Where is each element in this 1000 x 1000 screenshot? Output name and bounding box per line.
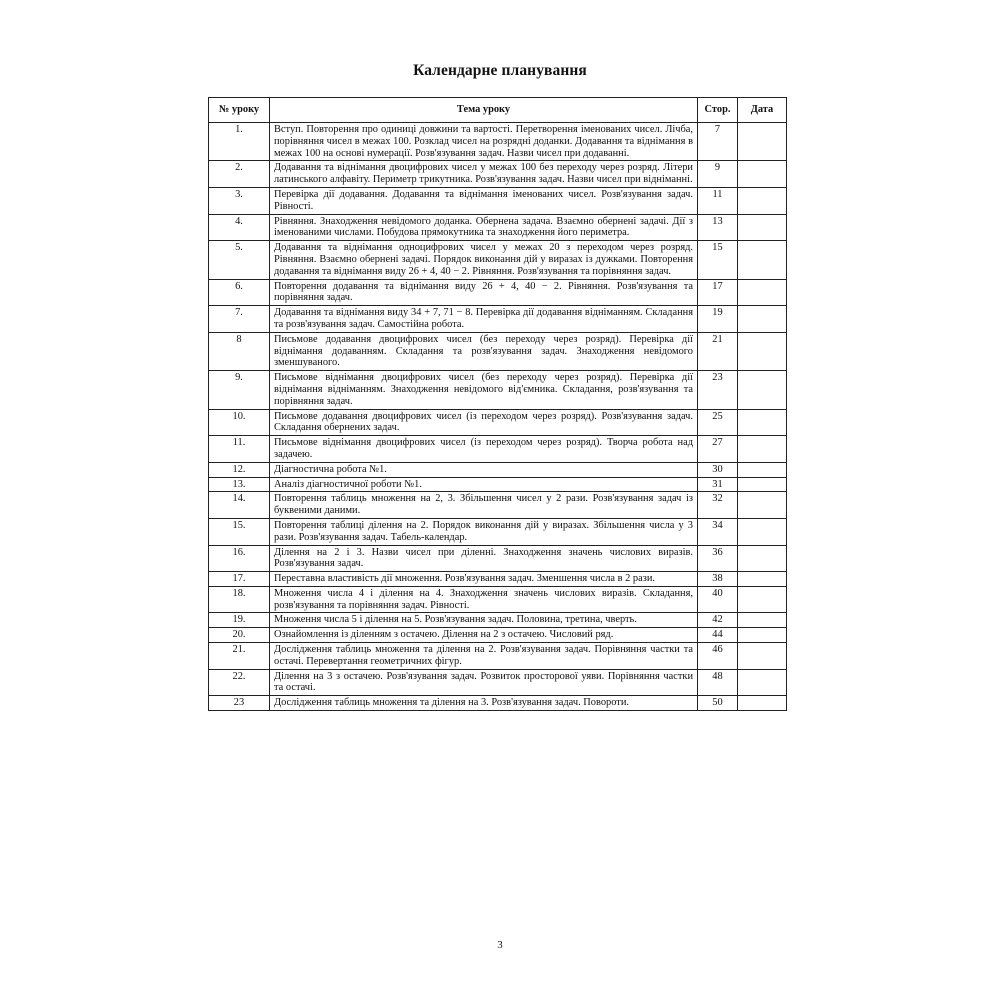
lesson-number-cell: 7. — [209, 306, 270, 333]
lesson-topic-cell: Додавання та віднімання виду 34 + 7, 71 − 8. Перевірка дії додавання відніманням. Складання та розв'язування задач. Самостійна робота. — [270, 306, 698, 333]
date-cell[interactable] — [738, 279, 787, 306]
lesson-number-cell: 21. — [209, 643, 270, 670]
date-cell[interactable] — [738, 187, 787, 214]
header-date: Дата — [738, 98, 787, 123]
lesson-number-cell: 1. — [209, 123, 270, 161]
page-cell: 44 — [698, 628, 738, 643]
table-body — [209, 123, 787, 711]
table-row — [209, 187, 787, 214]
lesson-topic-cell: Дослідження таблиць множення та ділення на 3. Розв'язування задач. Повороти. — [270, 696, 698, 711]
table-row — [209, 436, 787, 463]
date-cell[interactable] — [738, 462, 787, 477]
page-cell: 50 — [698, 696, 738, 711]
date-cell[interactable] — [738, 545, 787, 572]
date-cell[interactable] — [738, 123, 787, 161]
date-cell[interactable] — [738, 241, 787, 279]
date-cell[interactable] — [738, 613, 787, 628]
lesson-plan-table — [208, 97, 787, 711]
table-row — [209, 123, 787, 161]
date-cell[interactable] — [738, 518, 787, 545]
page-cell: 9 — [698, 161, 738, 188]
table-row — [209, 572, 787, 587]
lesson-topic-cell: Аналіз діагностичної роботи №1. — [270, 477, 698, 492]
lesson-topic-cell: Ділення на 2 і 3. Назви чисел при діленні. Знаходження значень числових виразів. Розв'язування задач. — [270, 545, 698, 572]
date-cell[interactable] — [738, 371, 787, 409]
page-cell: 38 — [698, 572, 738, 587]
date-cell[interactable] — [738, 477, 787, 492]
lesson-topic-cell: Повторення додавання та віднімання виду 26 + 4, 40 − 2. Рівняння. Розв'язування та порівняння задач. — [270, 279, 698, 306]
table-row — [209, 492, 787, 519]
lesson-topic-cell: Переставна властивість дії множення. Розв'язування задач. Зменшення числа в 2 рази. — [270, 572, 698, 587]
date-cell[interactable] — [738, 643, 787, 670]
date-cell[interactable] — [738, 332, 787, 370]
page-cell: 21 — [698, 332, 738, 370]
page-cell: 27 — [698, 436, 738, 463]
page-cell: 17 — [698, 279, 738, 306]
lesson-number-cell: 8 — [209, 332, 270, 370]
lesson-number-cell: 15. — [209, 518, 270, 545]
lesson-topic-cell: Ознайомлення із діленням з остачею. Ділення на 2 з остачею. Числовий ряд. — [270, 628, 698, 643]
page-cell: 40 — [698, 586, 738, 613]
date-cell[interactable] — [738, 214, 787, 241]
lesson-topic-cell: Перевірка дії додавання. Додавання та віднімання іменованих чисел. Розв'язування задач. Рівності. — [270, 187, 698, 214]
page-cell: 34 — [698, 518, 738, 545]
page-cell: 36 — [698, 545, 738, 572]
lesson-topic-cell: Множення числа 5 і ділення на 5. Розв'язування задач. Половина, третина, чверть. — [270, 613, 698, 628]
table-row — [209, 613, 787, 628]
lesson-number-cell: 5. — [209, 241, 270, 279]
lesson-number-cell: 17. — [209, 572, 270, 587]
lesson-number-cell: 10. — [209, 409, 270, 436]
lesson-topic-cell: Додавання та віднімання одноцифрових чисел у межах 20 з переходом через розряд. Рівняння. Взаємно обернені задачі. Порядок виконання дій у виразах із дужками. Повторення додавання та віднімання виду 26 + 4, 40 − 2. Рівняння. Розв'язування та порівняння задач. — [270, 241, 698, 279]
table-row — [209, 306, 787, 333]
date-cell[interactable] — [738, 492, 787, 519]
lesson-number-cell: 19. — [209, 613, 270, 628]
page-cell: 7 — [698, 123, 738, 161]
page-cell: 48 — [698, 669, 738, 696]
table-row — [209, 696, 787, 711]
table-row — [209, 586, 787, 613]
page-cell: 31 — [698, 477, 738, 492]
table-row — [209, 371, 787, 409]
lesson-number-cell: 16. — [209, 545, 270, 572]
lesson-topic-cell: Повторення таблиці ділення на 2. Порядок виконання дій у виразах. Збільшення числа у 3 рази. Розв'язування задач. Табель-календар. — [270, 518, 698, 545]
lesson-number-cell: 23 — [209, 696, 270, 711]
lesson-number-cell: 11. — [209, 436, 270, 463]
table-row — [209, 669, 787, 696]
page-title: Календарне планування — [413, 62, 587, 79]
lesson-topic-cell: Вступ. Повторення про одиниці довжини та вартості. Перетворення іменованих чисел. Лічба, порівняння чисел в межах 100. Розклад чисел на розрядні доданки. Додавання та віднімання в межах 100 на основі нумерації. Розв'язування задач. Назви чисел при додаванні. — [270, 123, 698, 161]
header-page: Стор. — [698, 98, 738, 123]
table-row — [209, 477, 787, 492]
page-cell: 32 — [698, 492, 738, 519]
date-cell[interactable] — [738, 306, 787, 333]
lesson-number-cell: 6. — [209, 279, 270, 306]
lesson-number-cell: 13. — [209, 477, 270, 492]
lesson-number-cell: 18. — [209, 586, 270, 613]
date-cell[interactable] — [738, 572, 787, 587]
page-cell: 42 — [698, 613, 738, 628]
date-cell[interactable] — [738, 436, 787, 463]
lesson-topic-cell: Рівняння. Знаходження невідомого доданка. Обернена задача. Взаємно обернені задачі. Дії з іменованими числами. Побудова прямокутника та знаходження його периметра. — [270, 214, 698, 241]
date-cell[interactable] — [738, 409, 787, 436]
lesson-topic-cell: Письмове віднімання двоцифрових чисел (із переходом через розряд). Творча робота над задачею. — [270, 436, 698, 463]
table-row — [209, 545, 787, 572]
lesson-number-cell: 4. — [209, 214, 270, 241]
table-row — [209, 643, 787, 670]
table-row — [209, 518, 787, 545]
lesson-topic-cell: Письмове віднімання двоцифрових чисел (без переходу через розряд). Перевірка дії віднімання відніманням. Знаходження невідомого від'ємника. Складання, розв'язування та порівняння задач. — [270, 371, 698, 409]
lesson-topic-cell: Ділення на 3 з остачею. Розв'язування задач. Розвиток просторової уяви. Порівняння частки та остачі. — [270, 669, 698, 696]
page-cell: 25 — [698, 409, 738, 436]
lesson-topic-cell: Множення числа 4 і ділення на 4. Знаходження значень числових виразів. Складання, розв'язування та порівняння задач. Рівності. — [270, 586, 698, 613]
lesson-number-cell: 12. — [209, 462, 270, 477]
page-cell: 13 — [698, 214, 738, 241]
header-lesson-topic: Тема уроку — [270, 98, 698, 123]
lesson-topic-cell: Додавання та віднімання двоцифрових чисел у межах 100 без переходу через розряд. Літери латинського алфавіту. Периметр трикутника. Розв'язування задач. Назви чисел при відніманні. — [270, 161, 698, 188]
lesson-number-cell: 3. — [209, 187, 270, 214]
page-cell: 19 — [698, 306, 738, 333]
table-row — [209, 462, 787, 477]
date-cell[interactable] — [738, 161, 787, 188]
table-row — [209, 332, 787, 370]
lesson-topic-cell: Повторення таблиць множення на 2, 3. Збільшення чисел у 2 рази. Розв'язування задач із буквеними даними. — [270, 492, 698, 519]
lesson-topic-cell: Письмове додавання двоцифрових чисел (із переходом через розряд). Розв'язування задач. Складання обернених задач. — [270, 409, 698, 436]
table-row — [209, 241, 787, 279]
table-row — [209, 409, 787, 436]
lesson-number-cell: 22. — [209, 669, 270, 696]
date-cell[interactable] — [738, 669, 787, 696]
table-row — [209, 279, 787, 306]
table-header-row — [209, 98, 787, 123]
page-cell: 46 — [698, 643, 738, 670]
header-lesson-number: № уроку — [209, 98, 270, 123]
page-number: 3 — [497, 939, 503, 951]
lesson-number-cell: 20. — [209, 628, 270, 643]
date-cell[interactable] — [738, 696, 787, 711]
date-cell[interactable] — [738, 628, 787, 643]
lesson-topic-cell: Діагностична робота №1. — [270, 462, 698, 477]
date-cell[interactable] — [738, 586, 787, 613]
lesson-topic-cell: Дослідження таблиць множення та ділення на 2. Розв'язування задач. Порівняння частки та остачі. Перевертання геометричних фігур. — [270, 643, 698, 670]
lesson-number-cell: 14. — [209, 492, 270, 519]
page-cell: 11 — [698, 187, 738, 214]
lesson-number-cell: 9. — [209, 371, 270, 409]
page-cell: 30 — [698, 462, 738, 477]
page-cell: 23 — [698, 371, 738, 409]
table-row — [209, 214, 787, 241]
table-row — [209, 161, 787, 188]
lesson-topic-cell: Письмове додавання двоцифрових чисел (без переходу через розряд). Перевірка дії віднімання додаванням. Складання та розв'язування задач. Знаходження невідомого зменшуваного. — [270, 332, 698, 370]
page-cell: 15 — [698, 241, 738, 279]
table-row — [209, 628, 787, 643]
lesson-number-cell: 2. — [209, 161, 270, 188]
